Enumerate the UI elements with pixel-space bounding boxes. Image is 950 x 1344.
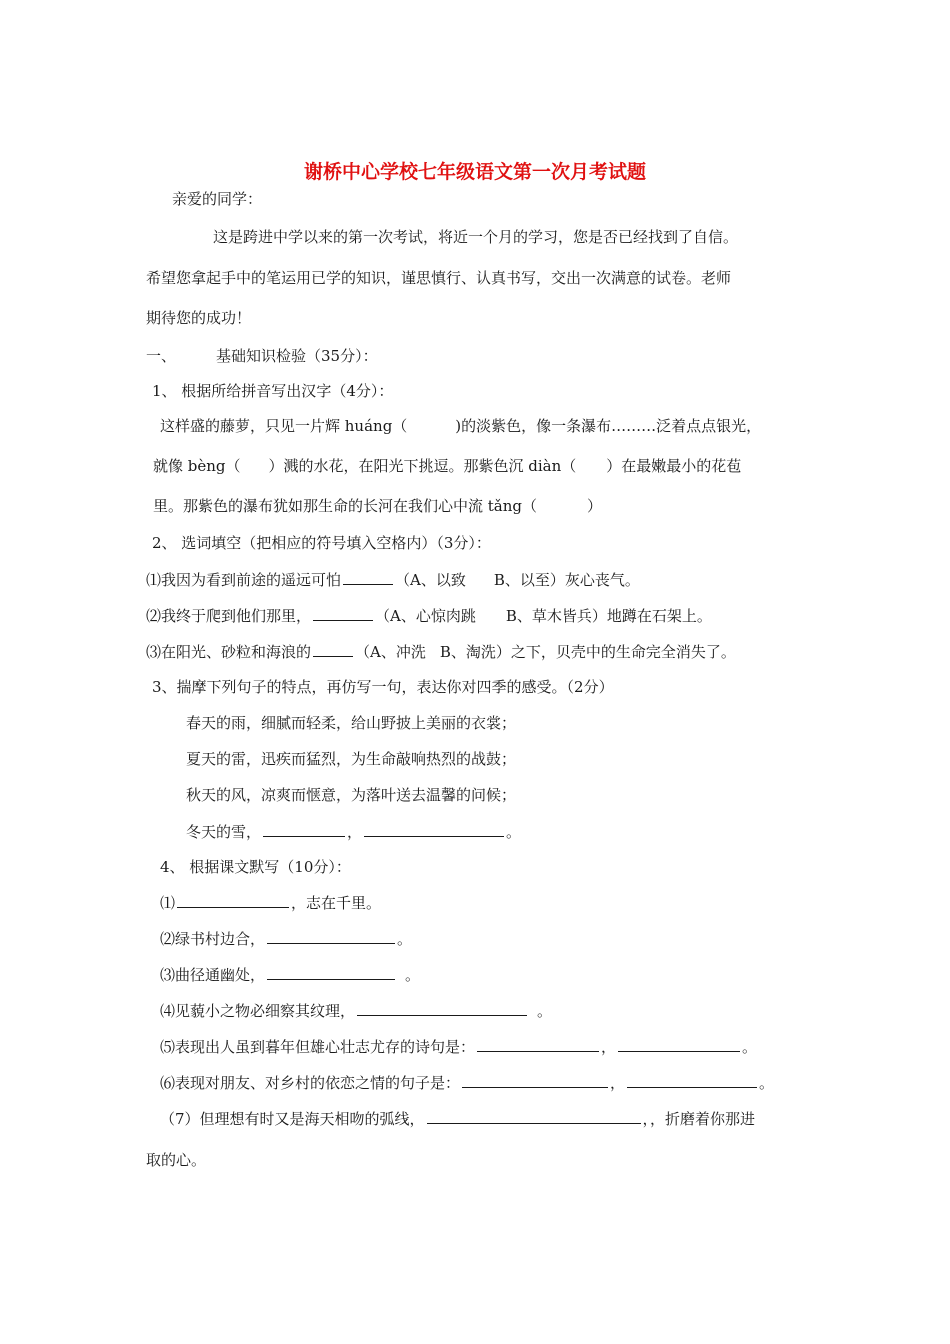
q2-item-3-option-b: B、淘洗）之下，贝壳中的生命完全消失了。 bbox=[439, 643, 736, 661]
q2-item-2-blank[interactable] bbox=[313, 605, 373, 621]
q3-heading: 3、揣摩下列句子的特点，再仿写一句，表达你对四季的感受。（2分） bbox=[152, 678, 614, 696]
q4-item-7-text-2: ，，折磨着你那进 bbox=[642, 1110, 756, 1128]
q2-item-2-option-a: （A、心惊肉跳 bbox=[375, 607, 476, 625]
q2-item-3-option-a: （A、冲洗 bbox=[355, 643, 426, 661]
q4-item-4-end: 。 bbox=[537, 1002, 553, 1020]
q4-item-6-comma: ， bbox=[610, 1074, 626, 1092]
q1-line-1 bbox=[160, 416, 761, 436]
section-label: 基础知识检验（35分）： bbox=[216, 347, 378, 365]
q2-item-3-blank[interactable] bbox=[313, 641, 353, 657]
q1-text-2a: 就像 bèng（ bbox=[153, 457, 241, 475]
q4-item-3 bbox=[160, 964, 420, 985]
q2-item-3 bbox=[146, 641, 736, 662]
q3-winter-blank-2[interactable] bbox=[364, 821, 504, 837]
q2-item-1 bbox=[146, 569, 640, 590]
q4-heading: 4、 根据课文默写（10分）： bbox=[160, 858, 351, 876]
q4-item-7-blank[interactable] bbox=[427, 1108, 641, 1124]
q4-item-5-blank-1[interactable] bbox=[477, 1036, 599, 1052]
q1-text-1b: )的淡紫色，像一条瀑布………泛着点点银光， bbox=[455, 417, 762, 435]
q4-item-6-blank-1[interactable] bbox=[462, 1072, 608, 1088]
q3-sentence-autumn: 秋天的风，凉爽而惬意，为落叶送去温馨的问候； bbox=[186, 786, 517, 804]
q4-item-4-text: ⑷见藐小之物必细察其纹理， bbox=[160, 1002, 356, 1020]
q4-item-5-blank-2[interactable] bbox=[618, 1036, 740, 1052]
q1-text-3a: 里。那紫色的瀑布犹如那生命的长河在我们心中流 tǎng（ bbox=[153, 497, 538, 515]
intro-line-3: 期待您的成功！ bbox=[146, 309, 252, 327]
q2-item-3-text: ⑶在阳光、砂粒和海浪的 bbox=[146, 643, 312, 661]
q3-sentence-spring: 春天的雨，细腻而轻柔，给山野披上美丽的衣裳； bbox=[186, 714, 517, 732]
q4-item-7-text: （7）但理想有时又是海天相吻的弧线， bbox=[160, 1110, 425, 1128]
q4-item-7-continued: 取的心。 bbox=[146, 1151, 207, 1169]
q4-item-5-end: 。 bbox=[742, 1038, 758, 1056]
q3-winter-comma: ， bbox=[347, 823, 363, 841]
q4-item-5-comma: ， bbox=[601, 1038, 617, 1056]
q2-item-2-option-b: B、草木皆兵）地蹲在石架上。 bbox=[505, 607, 712, 625]
q4-item-3-end: 。 bbox=[405, 966, 421, 984]
q4-item-4-blank[interactable] bbox=[357, 1000, 527, 1016]
q2-item-1-blank[interactable] bbox=[343, 569, 393, 585]
q4-item-7 bbox=[160, 1108, 755, 1129]
q3-winter-period: 。 bbox=[506, 823, 522, 841]
q4-item-3-text: ⑶曲径通幽处， bbox=[160, 966, 266, 984]
q4-item-1-blank[interactable] bbox=[177, 892, 289, 908]
q2-item-2 bbox=[146, 605, 712, 626]
q2-item-1-text: ⑴我因为看到前途的遥远可怕 bbox=[146, 571, 342, 589]
q4-item-5-text: ⑸表现出人虽到暮年但雄心壮志尤存的诗句是： bbox=[160, 1038, 476, 1056]
q3-sentence-winter bbox=[186, 821, 521, 842]
section-number: 一、 bbox=[146, 347, 177, 365]
q4-item-5 bbox=[160, 1036, 757, 1057]
q4-item-2-text: ⑵绿书村边合， bbox=[160, 930, 266, 948]
q3-winter-text: 冬天的雪， bbox=[186, 823, 262, 841]
q4-item-2-blank[interactable] bbox=[267, 928, 395, 944]
section-heading bbox=[146, 346, 378, 366]
q1-text-3b: ） bbox=[587, 497, 603, 515]
q4-item-6-text: ⑹表现对朋友、对乡村的依恋之情的句子是： bbox=[160, 1074, 461, 1092]
q1-line-3 bbox=[153, 496, 602, 516]
q4-item-6 bbox=[160, 1072, 774, 1093]
q1-text-2c: ）在最嫩最小的花苞 bbox=[606, 457, 742, 475]
q1-line-2 bbox=[153, 456, 741, 476]
greeting: 亲爱的同学： bbox=[172, 190, 263, 208]
q4-item-6-end: 。 bbox=[759, 1074, 775, 1092]
q4-item-2 bbox=[160, 928, 412, 949]
q4-item-1-text: ，志在千里。 bbox=[291, 894, 382, 912]
q3-winter-blank-1[interactable] bbox=[263, 821, 345, 837]
intro-line-2: 希望您拿起手中的笔运用已学的知识，谨思慎行、认真书写，交出一次满意的试卷。老师 bbox=[146, 269, 732, 287]
q2-heading: 2、 选词填空（把相应的符号填入空格内）（3分）： bbox=[152, 534, 491, 552]
q4-item-4 bbox=[160, 1000, 552, 1021]
q1-text-1a: 这样盛的藤萝，只见一片辉 huáng（ bbox=[160, 417, 408, 435]
q3-sentence-summer: 夏天的雷，迅疾而猛烈，为生命敲响热烈的战鼓； bbox=[186, 750, 517, 768]
q1-heading: 1、 根据所给拼音写出汉字（4分）： bbox=[152, 382, 394, 400]
intro-line-1: 这是跨进中学以来的第一次考试，将近一个月的学习，您是否已经找到了自信。 bbox=[213, 228, 739, 246]
page-title: 谢桥中心学校七年级语文第一次月考试题 bbox=[303, 161, 646, 183]
q4-item-1-num: ⑴ bbox=[160, 894, 176, 912]
q4-item-3-blank[interactable] bbox=[267, 964, 395, 980]
q4-item-6-blank-2[interactable] bbox=[627, 1072, 757, 1088]
q1-text-2b: ）溅的水花，在阳光下挑逗。那紫色沉 diàn（ bbox=[268, 457, 577, 475]
q4-item-2-end: 。 bbox=[397, 930, 413, 948]
q2-item-1-option-b: B、以至）灰心丧气。 bbox=[493, 571, 640, 589]
q2-item-2-text: ⑵我终于爬到他们那里， bbox=[146, 607, 312, 625]
q2-item-1-option-a: （A、以致 bbox=[395, 571, 466, 589]
q4-item-1 bbox=[160, 892, 381, 913]
